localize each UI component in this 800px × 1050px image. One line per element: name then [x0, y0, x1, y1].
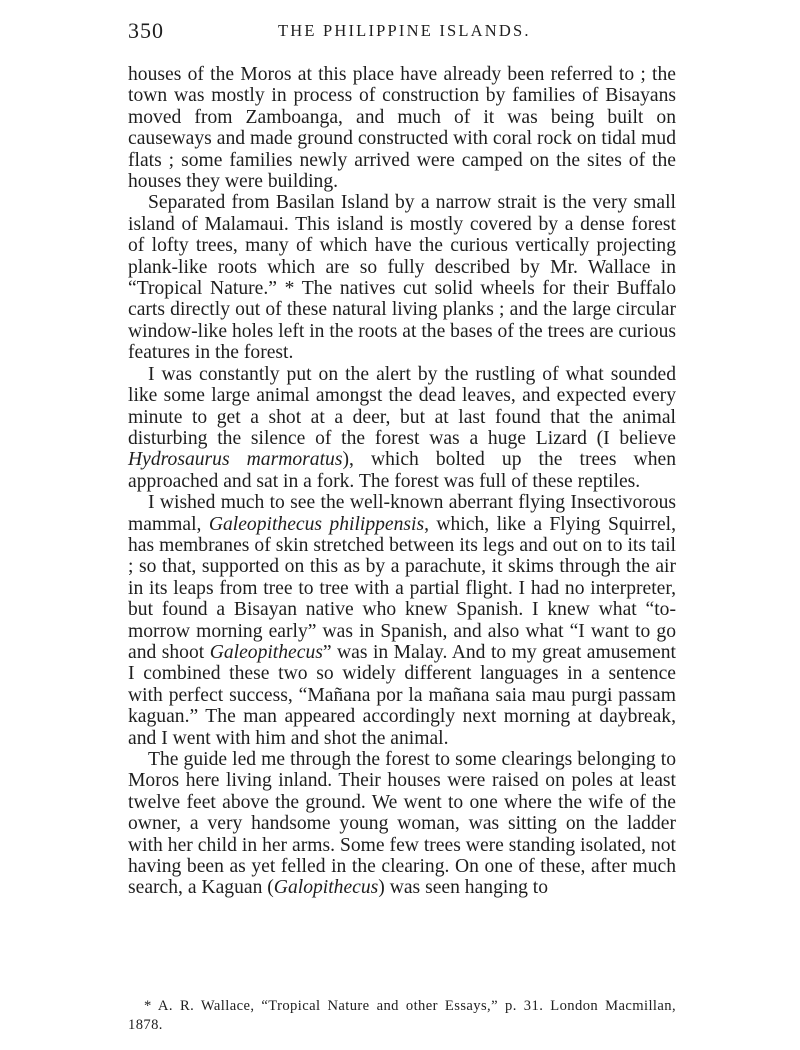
body-text: [128, 64, 676, 899]
page-number: 350: [128, 18, 164, 43]
italic-text: Galopithecus: [273, 877, 379, 899]
text-run: ), which bolted up the trees when approached and sat in a fork. The forest was full of these reptiles.: [128, 449, 676, 492]
running-title: THE PHILIPPINE ISLANDS.: [278, 21, 531, 40]
italic-text: Galeopithecus: [209, 641, 323, 663]
page-header: [128, 18, 676, 48]
paragraph: [128, 192, 676, 363]
text-run: houses of the Moros at this place have already been referred to ; the town was mostly in process of construction by families of Bisayans moved from Zamboanga, and much of it was being built on causeways and made ground constructed with coral rock on tidal mud flats ; some families newly arrived were camped on the sites of the houses they were building.: [128, 64, 676, 193]
text-run: Separated from Basilan Island by a narrow strait is the very small island of Malamaui. This island is mostly covered by a dense forest of lofty trees, many of which have the curious vertically projecting plank-like roots which are so fully described by Mr. Wallace in “Tropical Nature.” * The natives cut solid wheels for their Buffalo carts directly out of these natural living planks ; and the large circular window-like holes left in the roots at the bases of the trees are curious features in the forest.: [128, 192, 676, 364]
text-run: I was constantly put on the alert by the rustling of what sounded like some large animal amongst the dead leaves, and expected every minute to get a shot at a deer, but at last found that the animal disturbing the silence of the forest was a huge Lizard (I believe: [128, 363, 676, 449]
text-run: The guide led me through the forest to some clearings belonging to Moros here living inland. Their houses were raised on poles at least twelve feet above the ground. We went to one where the wife of the owner, a very handsome young woman, was sitting on the ladder with her child in her arms. Some few trees were standing isolated, not having been as yet felled in the clearing. On one of these, after much search, a Kaguan (: [128, 749, 676, 899]
italic-text: Hydrosaurus marmoratus: [128, 449, 343, 471]
text-run: ) was seen hanging to: [378, 877, 549, 899]
paragraph: [128, 492, 676, 749]
paragraph: [128, 64, 676, 192]
text-run: , which, like a Flying Squirrel, has membranes of skin stretched between its legs and out on to its tail ; so that, supported on this as by a parachute, it skims through the air in its leaps from tree to tree with a partial flight. I had no interpreter, but found a Bisayan native who knew Spanish. I knew what “to-morrow morning early” was in Spanish, and also what “I want to go and shoot: [128, 513, 676, 663]
paragraph: [128, 749, 676, 899]
text-run: I wished much to see the well-known aberrant flying Insectivorous mammal,: [128, 492, 676, 535]
text-run: ” was in Malay. And to my great amusement I combined these two so widely different languages in a sentence with perfect success, “Mañana por la mañana saia mau purgi passam kaguan.” The man appeared accordingly next morning at daybreak, and I went with him and shot the animal.: [128, 641, 676, 749]
paragraph: [128, 364, 676, 492]
footnote: * A. R. Wallace, “Tropical Nature and other Essays,” p. 31. London Macmillan, 1878.: [128, 998, 676, 1033]
italic-text: Galeopithecus philippensis: [208, 513, 425, 535]
